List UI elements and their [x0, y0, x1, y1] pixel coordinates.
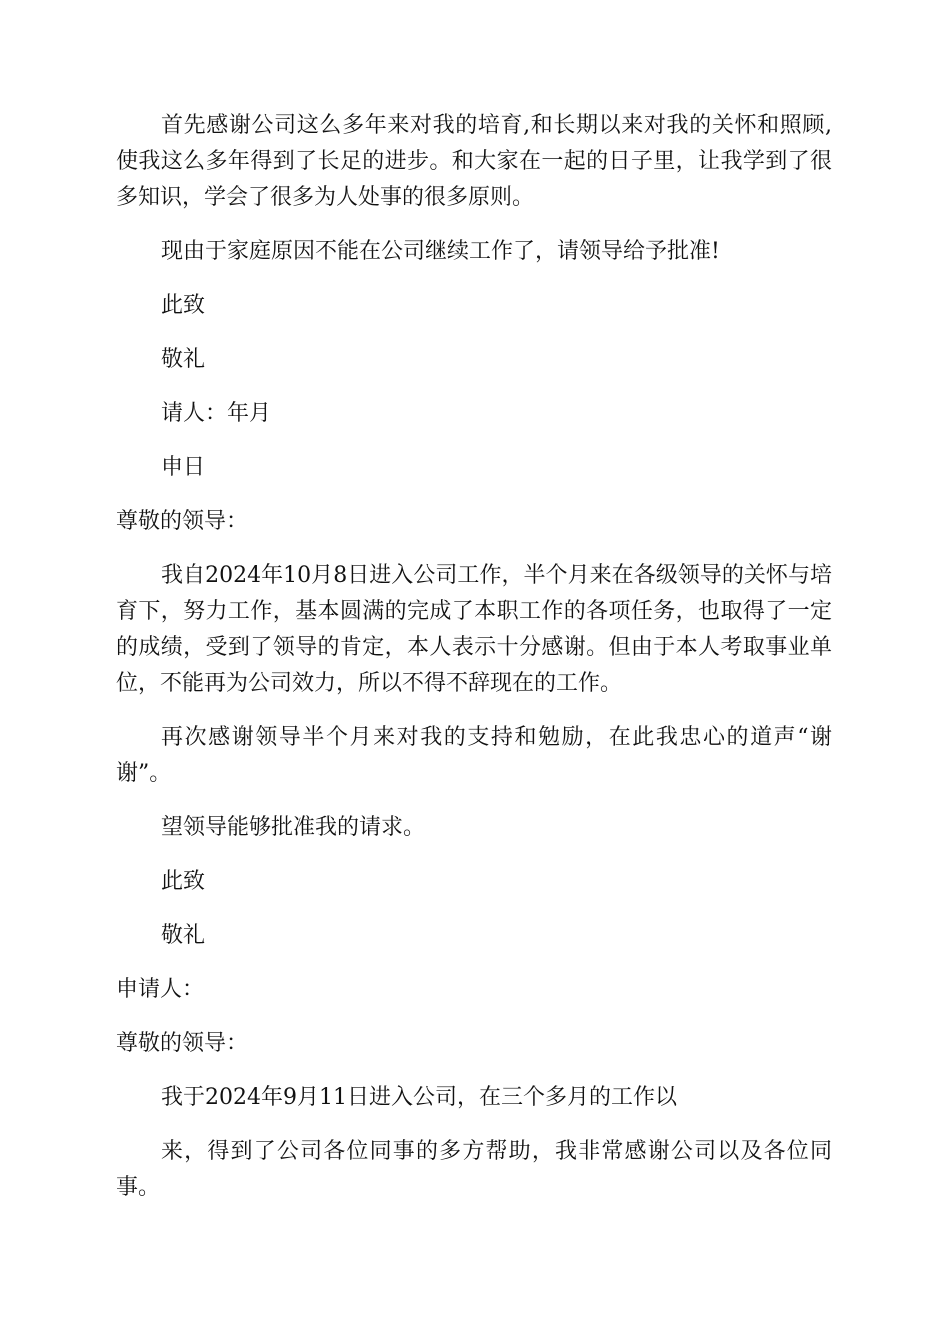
paragraph-16: 来，得到了公司各位同事的多方帮助，我非常感谢公司以及各位同事。	[116, 1139, 832, 1200]
paragraph-12: 敬礼	[161, 923, 206, 948]
paragraph-5: 请人：年月	[161, 401, 272, 426]
paragraph-2: 现由于家庭原因不能在公司继续工作了，请领导给予批准!	[161, 239, 720, 264]
paragraph-11: 此致	[161, 869, 206, 894]
paragraph-7: 尊敬的领导：	[116, 509, 249, 534]
paragraph-8: 我自2024年10月8日进入公司工作，半个月来在各级领导的关怀与培育下，努力工作，基本圆满的完成了本职工作的各项任务，也取得了一定的成绩，受到了领导的肯定，本人表示十分感谢。但由于本人考取事业单位，不能再为公司效力，所以不得不辞现在的工作。	[116, 563, 832, 696]
paragraph-6: 申日	[161, 455, 206, 480]
paragraph-9: 再次感谢领导半个月来对我的支持和勉励，在此我忠心的道声“谢谢”。	[116, 725, 832, 786]
paragraph-13: 申请人：	[116, 977, 205, 1002]
paragraph-15: 我于2024年9月11日进入公司，在三个多月的工作以	[161, 1085, 677, 1110]
paragraph-1: 首先感谢公司这么多年来对我的培育,和长期以来对我的关怀和照顾,使我这么多年得到了长足的进步。和大家在一起的日子里，让我学到了很多知识，学会了很多为人处事的很多原则。	[116, 113, 832, 210]
document-body	[116, 108, 832, 1224]
paragraph-4: 敬礼	[161, 347, 206, 372]
paragraph-10: 望领导能够批准我的请求。	[161, 815, 426, 840]
paragraph-3: 此致	[161, 293, 206, 318]
paragraph-14: 尊敬的领导：	[116, 1031, 249, 1056]
